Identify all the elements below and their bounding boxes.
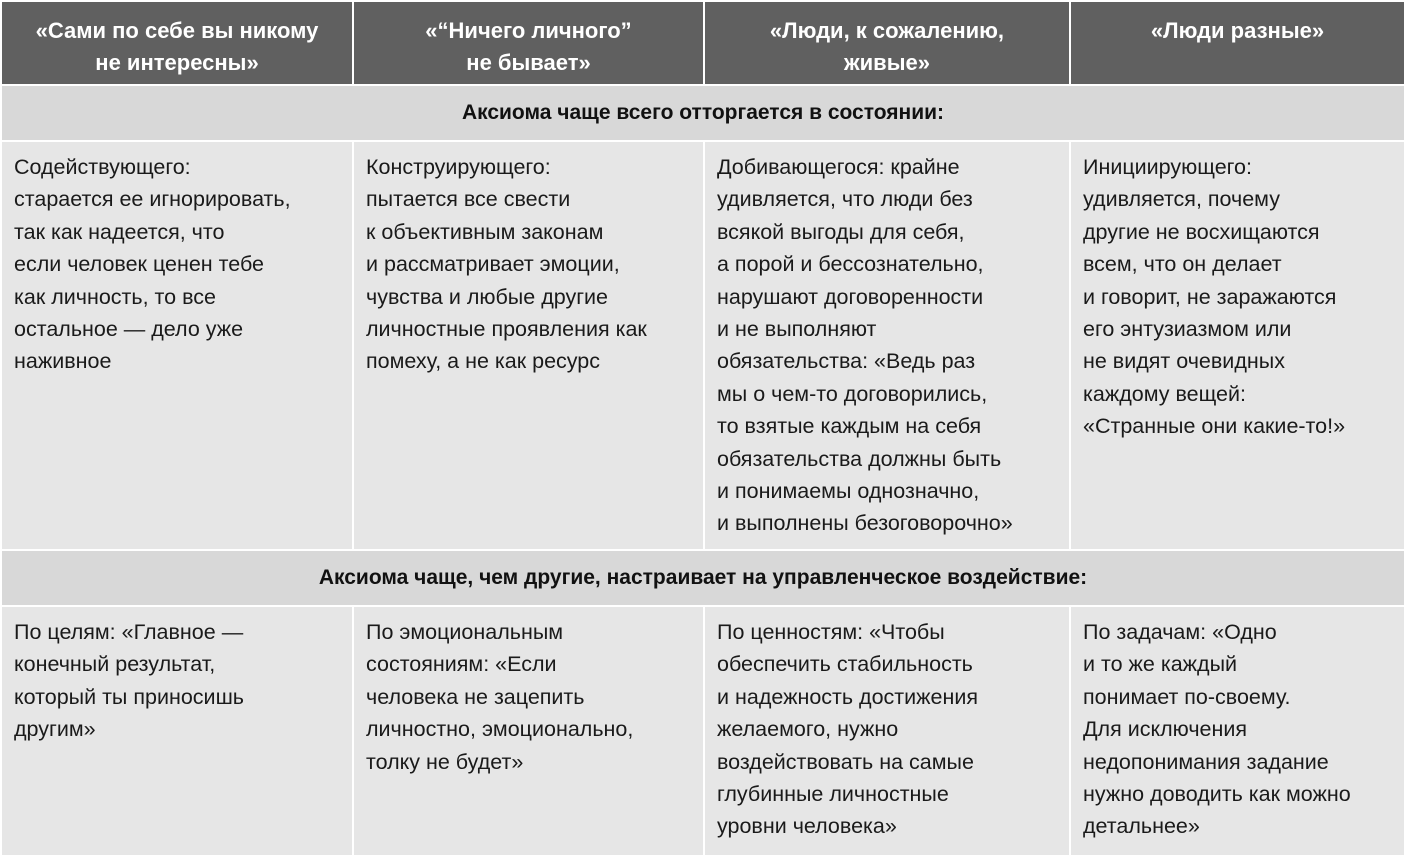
column-header: «Сами по себе вы никому не интересны»	[1, 1, 353, 85]
table-row	[1, 141, 1404, 550]
table-cell: По эмоциональным состояниям: «Если человека не зацепить личностно, эмоционально, толку не будет»	[353, 606, 704, 856]
table-cell: По целям: «Главное — конечный результат, который ты приносишь другим»	[1, 606, 353, 856]
table-cell: Добивающегося: крайне удивляется, что люди без всякой выгоды для себя, а порой и бессознательно, нарушают договоренности и не выполняют обязательства: «Ведь раз мы о чем-то договорились, то взятые каждым на себя обязательства должны быть и понимаемы однозначно, и выполнены безоговорочно»	[704, 141, 1070, 550]
section-title-rejection: Аксиома чаще всего отторгается в состоянии:	[1, 85, 1404, 141]
column-header: «Люди разные»	[1070, 1, 1404, 85]
header-row	[1, 1, 1404, 85]
section-row	[1, 550, 1404, 606]
table-cell: По задачам: «Одно и то же каждый понимает по-своему. Для исключения недопонимания задание нужно доводить как можно детальнее»	[1070, 606, 1404, 856]
table-cell: По ценностям: «Чтобы обеспечить стабильность и надежность достижения желаемого, нужно воздействовать на самые глубинные личностные уровни человека»	[704, 606, 1070, 856]
table-row	[1, 606, 1404, 856]
section-row	[1, 85, 1404, 141]
table-cell: Содействующего: старается ее игнорировать, так как надеется, что если человек ценен тебе как личность, то все остальное — дело уже наживное	[1, 141, 353, 550]
column-header: «“Ничего личного” не бывает»	[353, 1, 704, 85]
section-title-influence: Аксиома чаще, чем другие, настраивает на управленческое воздействие:	[1, 550, 1404, 606]
table-cell: Инициирующего: удивляется, почему другие не восхищаются всем, что он делает и говорит, не заражаются его энтузиазмом или не видят очевидных каждому вещей: «Странные они какие-то!»	[1070, 141, 1404, 550]
column-header: «Люди, к сожалению, живые»	[704, 1, 1070, 85]
table-cell: Конструирующего: пытается все свести к объективным законам и рассматривает эмоции, чувства и любые другие личностные проявления как помеху, а не как ресурс	[353, 141, 704, 550]
